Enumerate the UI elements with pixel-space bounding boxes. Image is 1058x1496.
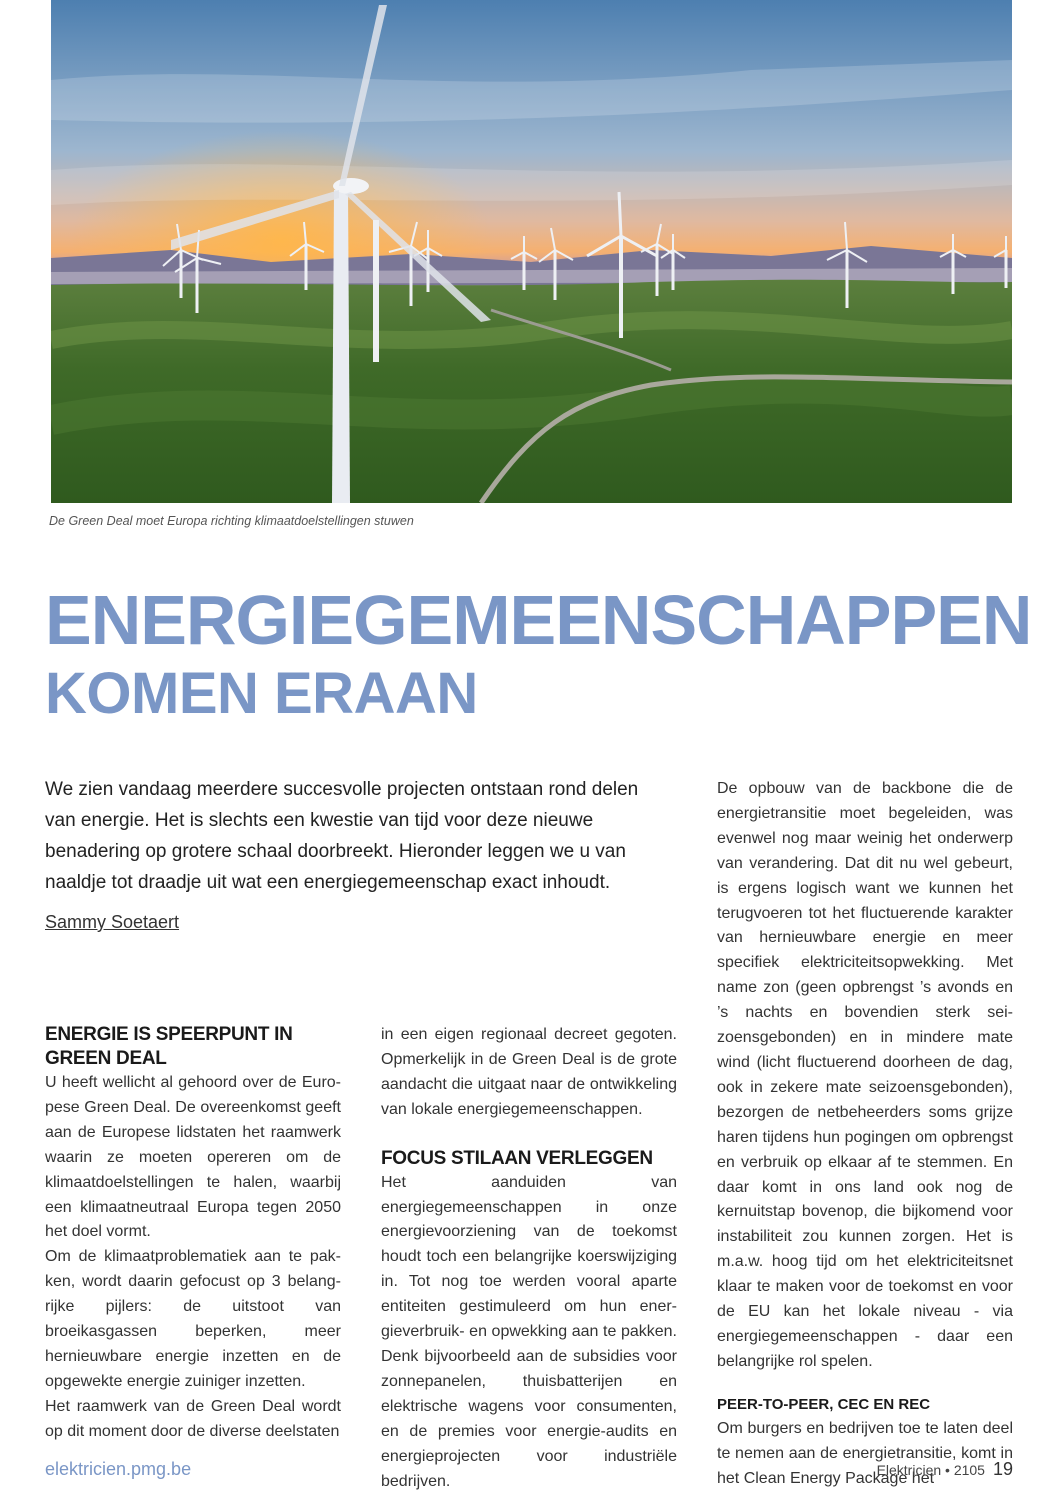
paragraph: De opbouw van de backbone die de energietransitie moet begeleiden, was evenwel nog maar weinig het onderwerp van verandering. Dat dit nu wel gebeurt, is ergens logisch want we kunnen het terugvoeren tot het fluctuerende karakter van hernieuwbare energie en meer specifiek elektriciteitsopwekking. Met name zon (geen opbrengst ’s avonds en ’s nachts en bovendien sterk seizoensgebonden) en in mindere mate wind (licht fluctuerend doorheen de dag, ook in zekere mate seizoensgebonden), bezorgen de netbeheerders soms grijze haren tijdens hun pogingen om opbrengst en verbruik op elkaar af te stemmen. En daar komt in ons land ook nog de kernuitstap bovenop, die bijkomend voor instabiliteit zou kunnen zorgen. Het is m.a.w. hoog tijd om het elektriciteitsnet klaar te maken voor de toekomst en voor de EU kan het lokale niveau - via energiegemeenschappen - daar een belangrijke rol spelen. <box>717 780 1013 1370</box>
wind-turbine-landscape-image <box>51 0 1012 503</box>
section-heading-peer-to-peer: PEER-TO-PEER, CEC EN REC <box>717 1395 931 1413</box>
section-heading-focus: FOCUS STILAAN VERLEGGEN <box>381 1147 653 1169</box>
text-column-2 <box>381 1023 677 1494</box>
wind-farm-photo <box>51 0 1012 503</box>
paragraph: U heeft wellicht al gehoord over de Europese Green Deal. De overeenkomst geeft aan de Europese lidstaten het raamwerk waarin ze moeten opereren om de klimaatdoelstellingen te halen, waarbij een klimaatneutraal Europa tegen 2050 het doel vormt. <box>45 1074 341 1241</box>
article-lead: We zien vandaag meerdere succesvolle projecten ontstaan rond delen van energie. Het is slechts een kwestie van tijd voor deze nieuwe benadering op grotere schaal doorbreekt. Hieronder leggen we u van naaldje tot draadje uit wat een energiegemeenschap exact inhoudt. <box>45 779 639 893</box>
website-link[interactable]: elektricien.pmg.be <box>45 1459 192 1479</box>
page-number: 19 <box>992 1459 1013 1479</box>
page-footer <box>877 1459 1013 1480</box>
author-byline: Sammy Soetaert <box>45 912 180 932</box>
section-heading-energie: ENERGIE IS SPEERPUNT IN GREEN DEAL <box>45 1024 293 1069</box>
photo-caption: De Green Deal moet Europa richting klimaatdoelstellingen stuwen <box>49 514 414 528</box>
paragraph: Het raamwerk van de Green Deal wordt op dit moment door de diverse deelstaten <box>45 1397 341 1440</box>
text-column-1 <box>45 1023 341 1445</box>
paragraph: in een eigen regionaal decreet gegoten. Opmerkelijk in de Green Deal is de grote aandacht die uitgaat naar de ontwikkeling van lokale energiegemeenschappen. <box>381 1026 677 1118</box>
paragraph: Om burgers en bedrijven toe te laten deel te nemen aan de energietransitie, komt in het Clean Energy Package het <box>717 1419 1013 1487</box>
issue-label: Elektricien • 2105 <box>876 1462 985 1478</box>
paragraph: Om de klimaatproblematiek aan te pakken, wordt daarin gefocust op 3 belangrijke pijlers: de uitstoot van broeikasgassen beperken, meer hernieuwbare energie inzetten en de opgewekte energie zuiniger inzetten. <box>45 1248 341 1390</box>
article-subtitle: KOMEN ERAAN <box>45 661 478 726</box>
article-title: ENERGIEGEMEENSCHAPPEN <box>45 581 1032 659</box>
paragraph: Het aanduiden van energiegemeenschappen in onze energievoorziening van de toekomst houdt toch een belangrijke koerswijziging in. Tot nog toe werden vooral aparte entiteiten gestimuleerd om hun energieverbruik- en opwekking aan te pakken. Denk bijvoorbeeld aan de subsidies voor zonnepanelen, thuisbatterijen en elektrische wagens voor consumenten, en de premies voor energie-audits en energieprojecten voor industriële bedrijven. <box>381 1173 677 1490</box>
text-column-3 <box>717 777 1013 1491</box>
